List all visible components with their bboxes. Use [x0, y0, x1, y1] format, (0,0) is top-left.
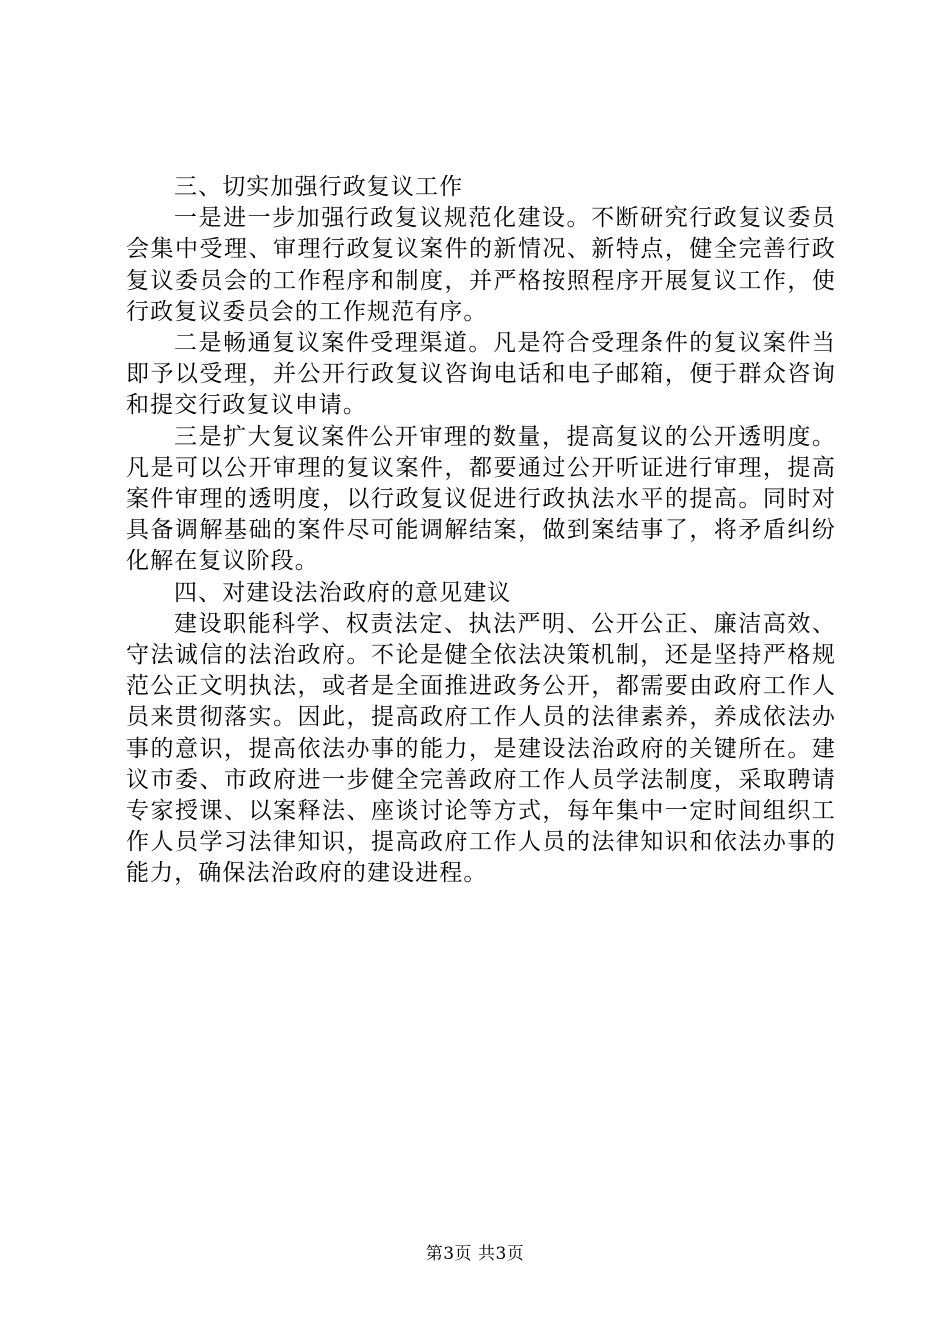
section-heading-three: 三、切实加强行政复议工作 — [174, 174, 464, 200]
paragraph-suggestions: 建设职能科学、权责法定、执法严明、公开公正、廉洁高效、守法诚信的法治政府。不论是健全依法决策机制，还是坚持严格规范公正文明执法，或者是全面推进政务公开，都需要由政府工作人员来贯彻落实。因此，提高政府工作人员的法律素养，养成依法办事的意识，提高依法办事的能力，是建设法治政府的关键所在。建议市委、市政府进一步健全完善政府工作人员学法制度，采取聘请专家授课、以案释法、座谈讨论等方式，每年集中一定时间组织工作人员学习法律知识，提高政府工作人员的法律知识和依法办事的能力，确保法治政府的建设进程。 — [126, 610, 836, 887]
document-body — [126, 172, 836, 890]
paragraph-point-one: 一是进一步加强行政复议规范化建设。不断研究行政复议委员会集中受理、审理行政复议案件的新情况、新特点，健全完善行政复议委员会的工作程序和制度，并严格按照程序开展复议工作，使行政复议委员会的工作规范有序。 — [126, 205, 836, 325]
section-heading-four: 四、对建设法治政府的意见建议 — [174, 579, 512, 606]
paragraph-point-three: 三是扩大复议案件公开审理的数量，提高复议的公开透明度。凡是可以公开审理的复议案件，都要通过公开听证进行审理，提高案件审理的透明度，以行政复议促进行政执法水平的提高。同时对具备调解基础的案件尽可能调解结案，做到案结事了，将矛盾纠纷化解在复议阶段。 — [126, 423, 836, 575]
page-number-footer: 第3页 共3页 — [425, 1244, 525, 1264]
paragraph-point-two: 二是畅通复议案件受理渠道。凡是符合受理条件的复议案件当即予以受理，并公开行政复议咨询电话和电子邮箱，便于群众咨询和提交行政复议申请。 — [126, 330, 836, 419]
